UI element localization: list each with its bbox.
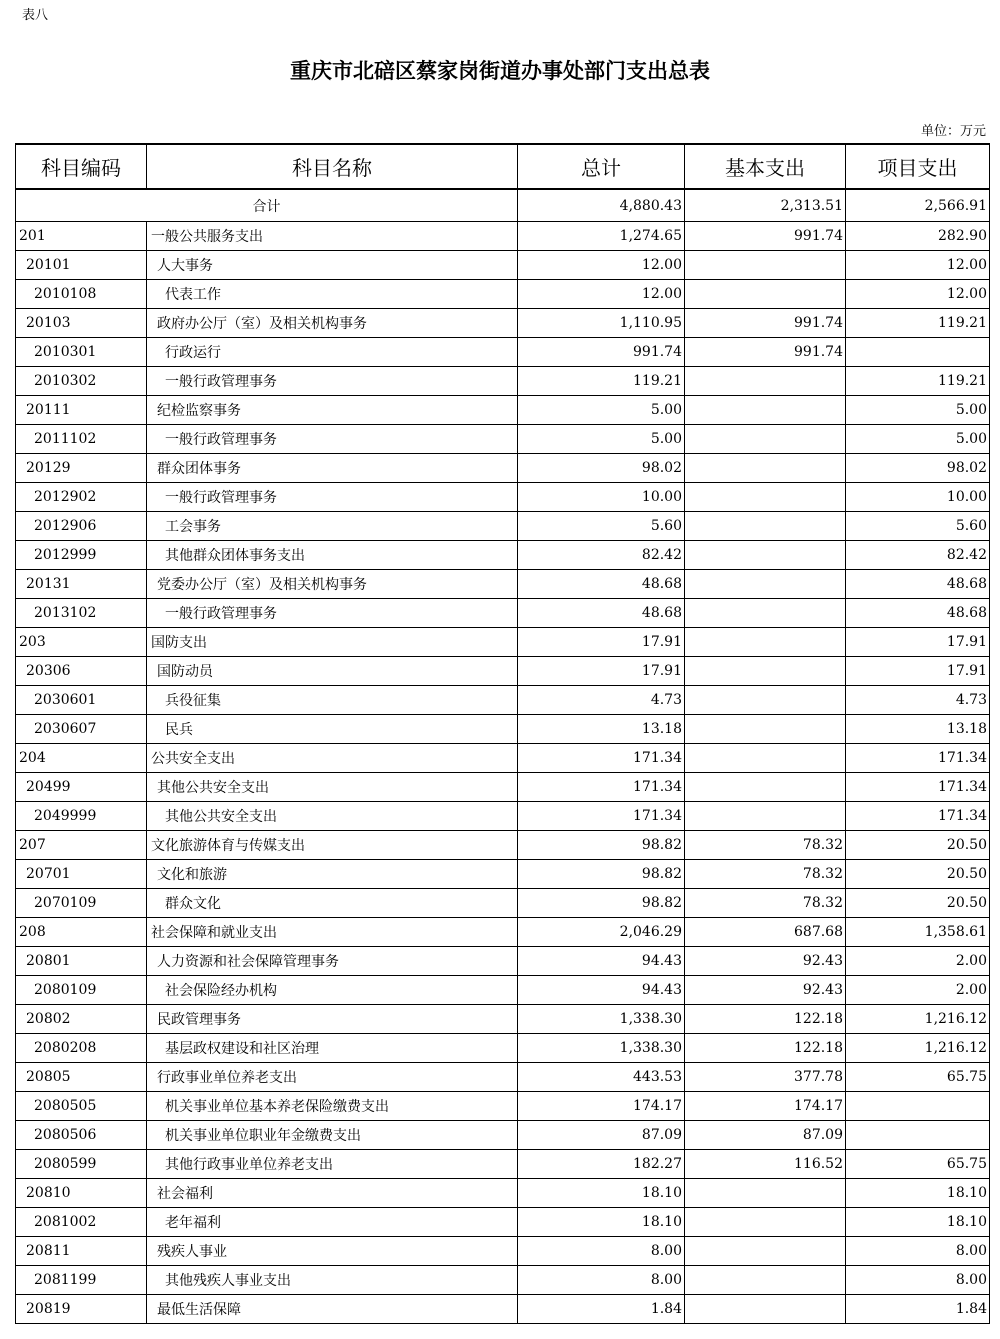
row-total-cell: 1.84 [518, 1295, 685, 1324]
row-project-cell: 82.42 [846, 541, 990, 570]
row-total-cell: 98.82 [518, 860, 685, 889]
row-name-cell: 政府办公厅（室）及相关机构事务 [147, 309, 518, 338]
table-row [16, 483, 990, 512]
row-project-cell: 1,358.61 [846, 918, 990, 947]
row-basic-cell: 377.78 [685, 1063, 846, 1092]
row-name-cell: 文化旅游体育与传媒支出 [147, 831, 518, 860]
row-total-cell: 1,110.95 [518, 309, 685, 338]
header-total: 总计 [518, 144, 685, 189]
row-code-cell: 20805 [16, 1063, 147, 1092]
row-basic-cell [685, 425, 846, 454]
row-total-cell: 5.00 [518, 396, 685, 425]
row-basic-cell [685, 686, 846, 715]
row-basic-cell [685, 570, 846, 599]
table-row [16, 280, 990, 309]
row-name-cell: 人大事务 [147, 251, 518, 280]
row-name-cell: 代表工作 [147, 280, 518, 309]
row-project-cell: 8.00 [846, 1266, 990, 1295]
row-name-cell: 人力资源和社会保障管理事务 [147, 947, 518, 976]
row-project-cell: 48.68 [846, 570, 990, 599]
row-project-cell: 119.21 [846, 367, 990, 396]
row-name-cell: 纪检监察事务 [147, 396, 518, 425]
row-project-cell [846, 338, 990, 367]
table-row [16, 367, 990, 396]
row-name-cell: 党委办公厅（室）及相关机构事务 [147, 570, 518, 599]
table-row [16, 425, 990, 454]
row-basic-cell: 78.32 [685, 889, 846, 918]
table-row [16, 860, 990, 889]
row-code-cell: 20306 [16, 657, 147, 686]
row-code-cell: 20811 [16, 1237, 147, 1266]
row-project-cell: 1,216.12 [846, 1005, 990, 1034]
row-code-cell: 2070109 [16, 889, 147, 918]
row-basic-cell: 122.18 [685, 1034, 846, 1063]
header-basic: 基本支出 [685, 144, 846, 189]
row-total-cell: 119.21 [518, 367, 685, 396]
header-code: 科目编码 [16, 144, 147, 189]
table-row [16, 1295, 990, 1324]
row-project-cell [846, 1121, 990, 1150]
row-total-cell: 8.00 [518, 1266, 685, 1295]
table-row [16, 599, 990, 628]
row-basic-cell [685, 1237, 846, 1266]
row-total-cell: 171.34 [518, 773, 685, 802]
row-basic-cell [685, 541, 846, 570]
row-code-cell: 2080109 [16, 976, 147, 1005]
page-title: 重庆市北碚区蔡家岗街道办事处部门支出总表 [290, 59, 710, 83]
row-name-cell: 文化和旅游 [147, 860, 518, 889]
row-total-cell: 1,338.30 [518, 1034, 685, 1063]
row-project-cell: 1,216.12 [846, 1034, 990, 1063]
row-project-cell: 98.02 [846, 454, 990, 483]
row-total-cell: 2,046.29 [518, 918, 685, 947]
row-name-cell: 社会保障和就业支出 [147, 918, 518, 947]
row-project-cell: 282.90 [846, 222, 990, 251]
row-name-cell: 工会事务 [147, 512, 518, 541]
row-project-cell: 1.84 [846, 1295, 990, 1324]
row-basic-cell [685, 251, 846, 280]
total-row [16, 189, 990, 222]
row-code-cell: 2081002 [16, 1208, 147, 1237]
row-project-cell: 18.10 [846, 1179, 990, 1208]
row-project-cell: 48.68 [846, 599, 990, 628]
row-name-cell: 民兵 [147, 715, 518, 744]
row-name-cell: 一般行政管理事务 [147, 367, 518, 396]
row-name-cell: 最低生活保障 [147, 1295, 518, 1324]
unit-label: 单位：万元 [920, 124, 986, 139]
row-code-cell: 2013102 [16, 599, 147, 628]
table-row [16, 1179, 990, 1208]
table-row [16, 773, 990, 802]
row-project-cell: 2.00 [846, 947, 990, 976]
row-code-cell: 204 [16, 744, 147, 773]
row-code-cell: 2011102 [16, 425, 147, 454]
table-row [16, 1034, 990, 1063]
row-name-cell: 行政事业单位养老支出 [147, 1063, 518, 1092]
row-total-cell: 94.43 [518, 976, 685, 1005]
row-total-cell: 82.42 [518, 541, 685, 570]
table-row [16, 541, 990, 570]
row-project-cell: 5.00 [846, 396, 990, 425]
row-total-cell: 174.17 [518, 1092, 685, 1121]
row-project-cell: 13.18 [846, 715, 990, 744]
row-total-cell: 18.10 [518, 1179, 685, 1208]
row-total-cell: 182.27 [518, 1150, 685, 1179]
header-row [16, 144, 990, 189]
row-code-cell: 2081199 [16, 1266, 147, 1295]
row-code-cell: 20499 [16, 773, 147, 802]
row-basic-cell: 78.32 [685, 831, 846, 860]
row-basic-cell [685, 599, 846, 628]
row-basic-cell [685, 512, 846, 541]
row-name-cell: 老年福利 [147, 1208, 518, 1237]
row-name-cell: 一般公共服务支出 [147, 222, 518, 251]
row-code-cell: 2012902 [16, 483, 147, 512]
row-total-cell: 5.60 [518, 512, 685, 541]
row-name-cell: 国防动员 [147, 657, 518, 686]
row-project-cell: 17.91 [846, 628, 990, 657]
row-basic-cell [685, 773, 846, 802]
row-name-cell: 一般行政管理事务 [147, 599, 518, 628]
row-total-cell: 98.02 [518, 454, 685, 483]
table-row [16, 1121, 990, 1150]
row-project-cell: 171.34 [846, 773, 990, 802]
row-project-cell: 65.75 [846, 1150, 990, 1179]
row-basic-cell [685, 396, 846, 425]
table-row [16, 338, 990, 367]
row-project-cell: 12.00 [846, 280, 990, 309]
row-total-cell: 8.00 [518, 1237, 685, 1266]
row-name-cell: 社会保险经办机构 [147, 976, 518, 1005]
row-name-cell: 基层政权建设和社区治理 [147, 1034, 518, 1063]
table-row [16, 396, 990, 425]
table-row [16, 1266, 990, 1295]
table-row [16, 744, 990, 773]
row-basic-cell: 122.18 [685, 1005, 846, 1034]
total-total: 4,880.43 [518, 189, 685, 222]
row-name-cell: 国防支出 [147, 628, 518, 657]
table-row [16, 1208, 990, 1237]
row-name-cell: 一般行政管理事务 [147, 425, 518, 454]
row-total-cell: 12.00 [518, 251, 685, 280]
row-basic-cell [685, 628, 846, 657]
row-project-cell: 20.50 [846, 831, 990, 860]
row-code-cell: 2030607 [16, 715, 147, 744]
row-code-cell: 20129 [16, 454, 147, 483]
row-total-cell: 87.09 [518, 1121, 685, 1150]
row-code-cell: 2080506 [16, 1121, 147, 1150]
row-code-cell: 20701 [16, 860, 147, 889]
row-project-cell: 10.00 [846, 483, 990, 512]
row-basic-cell: 991.74 [685, 309, 846, 338]
row-code-cell: 203 [16, 628, 147, 657]
row-name-cell: 其他公共安全支出 [147, 773, 518, 802]
row-project-cell: 12.00 [846, 251, 990, 280]
table-row [16, 918, 990, 947]
row-basic-cell [685, 280, 846, 309]
row-code-cell: 2080599 [16, 1150, 147, 1179]
row-basic-cell [685, 1295, 846, 1324]
table-row [16, 947, 990, 976]
row-name-cell: 群众团体事务 [147, 454, 518, 483]
row-basic-cell [685, 657, 846, 686]
row-basic-cell: 92.43 [685, 976, 846, 1005]
row-name-cell: 行政运行 [147, 338, 518, 367]
row-basic-cell [685, 802, 846, 831]
row-basic-cell: 116.52 [685, 1150, 846, 1179]
row-basic-cell: 92.43 [685, 947, 846, 976]
table-tag: 表八 [22, 8, 49, 23]
row-project-cell: 18.10 [846, 1208, 990, 1237]
row-project-cell: 8.00 [846, 1237, 990, 1266]
row-basic-cell: 78.32 [685, 860, 846, 889]
row-basic-cell [685, 483, 846, 512]
row-total-cell: 991.74 [518, 338, 685, 367]
row-project-cell: 5.00 [846, 425, 990, 454]
row-project-cell: 171.34 [846, 744, 990, 773]
table-row [16, 512, 990, 541]
row-code-cell: 2010108 [16, 280, 147, 309]
row-project-cell: 17.91 [846, 657, 990, 686]
row-name-cell: 其他行政事业单位养老支出 [147, 1150, 518, 1179]
row-total-cell: 98.82 [518, 831, 685, 860]
table-row [16, 686, 990, 715]
header-name: 科目名称 [147, 144, 518, 189]
table-row [16, 309, 990, 338]
row-basic-cell [685, 367, 846, 396]
row-total-cell: 171.34 [518, 802, 685, 831]
row-project-cell: 119.21 [846, 309, 990, 338]
row-project-cell [846, 1092, 990, 1121]
row-total-cell: 443.53 [518, 1063, 685, 1092]
table-row [16, 222, 990, 251]
row-basic-cell [685, 1266, 846, 1295]
row-total-cell: 5.00 [518, 425, 685, 454]
row-project-cell: 20.50 [846, 860, 990, 889]
row-code-cell: 201 [16, 222, 147, 251]
row-code-cell: 20810 [16, 1179, 147, 1208]
total-project: 2,566.91 [846, 189, 990, 222]
row-total-cell: 48.68 [518, 570, 685, 599]
row-code-cell: 2080208 [16, 1034, 147, 1063]
total-basic: 2,313.51 [685, 189, 846, 222]
row-project-cell: 65.75 [846, 1063, 990, 1092]
row-code-cell: 2049999 [16, 802, 147, 831]
row-code-cell: 2012906 [16, 512, 147, 541]
row-basic-cell [685, 1179, 846, 1208]
row-code-cell: 2010301 [16, 338, 147, 367]
row-total-cell: 98.82 [518, 889, 685, 918]
row-basic-cell: 87.09 [685, 1121, 846, 1150]
row-code-cell: 20802 [16, 1005, 147, 1034]
row-total-cell: 94.43 [518, 947, 685, 976]
row-name-cell: 公共安全支出 [147, 744, 518, 773]
row-code-cell: 208 [16, 918, 147, 947]
row-basic-cell [685, 715, 846, 744]
row-basic-cell: 991.74 [685, 222, 846, 251]
row-name-cell: 社会福利 [147, 1179, 518, 1208]
row-name-cell: 其他群众团体事务支出 [147, 541, 518, 570]
row-total-cell: 10.00 [518, 483, 685, 512]
row-total-cell: 12.00 [518, 280, 685, 309]
row-name-cell: 其他公共安全支出 [147, 802, 518, 831]
table-row [16, 1092, 990, 1121]
row-project-cell: 5.60 [846, 512, 990, 541]
row-name-cell: 一般行政管理事务 [147, 483, 518, 512]
row-total-cell: 4.73 [518, 686, 685, 715]
table-row [16, 454, 990, 483]
row-project-cell: 2.00 [846, 976, 990, 1005]
table-row [16, 657, 990, 686]
row-total-cell: 18.10 [518, 1208, 685, 1237]
row-basic-cell: 174.17 [685, 1092, 846, 1121]
row-name-cell: 机关事业单位基本养老保险缴费支出 [147, 1092, 518, 1121]
total-label: 合计 [16, 189, 518, 222]
table-row [16, 976, 990, 1005]
row-code-cell: 207 [16, 831, 147, 860]
row-project-cell: 171.34 [846, 802, 990, 831]
table-row [16, 1150, 990, 1179]
row-code-cell: 20101 [16, 251, 147, 280]
table-row [16, 715, 990, 744]
row-name-cell: 民政管理事务 [147, 1005, 518, 1034]
row-code-cell: 2010302 [16, 367, 147, 396]
row-name-cell: 残疾人事业 [147, 1237, 518, 1266]
row-total-cell: 17.91 [518, 657, 685, 686]
row-basic-cell [685, 1208, 846, 1237]
table-row [16, 251, 990, 280]
row-basic-cell: 687.68 [685, 918, 846, 947]
row-name-cell: 群众文化 [147, 889, 518, 918]
row-code-cell: 20131 [16, 570, 147, 599]
header-project: 项目支出 [846, 144, 990, 189]
row-basic-cell [685, 744, 846, 773]
row-project-cell: 4.73 [846, 686, 990, 715]
expenditure-table [15, 143, 990, 1324]
row-code-cell: 2012999 [16, 541, 147, 570]
row-basic-cell [685, 454, 846, 483]
table-row [16, 1005, 990, 1034]
table-row [16, 570, 990, 599]
row-code-cell: 2080505 [16, 1092, 147, 1121]
table-row [16, 831, 990, 860]
row-total-cell: 48.68 [518, 599, 685, 628]
row-basic-cell: 991.74 [685, 338, 846, 367]
table-row [16, 802, 990, 831]
table-row [16, 628, 990, 657]
row-code-cell: 20111 [16, 396, 147, 425]
table-row [16, 889, 990, 918]
row-code-cell: 20103 [16, 309, 147, 338]
row-code-cell: 20819 [16, 1295, 147, 1324]
row-total-cell: 171.34 [518, 744, 685, 773]
row-total-cell: 1,274.65 [518, 222, 685, 251]
row-total-cell: 13.18 [518, 715, 685, 744]
row-name-cell: 机关事业单位职业年金缴费支出 [147, 1121, 518, 1150]
row-code-cell: 20801 [16, 947, 147, 976]
row-name-cell: 兵役征集 [147, 686, 518, 715]
table-row [16, 1063, 990, 1092]
row-total-cell: 1,338.30 [518, 1005, 685, 1034]
table-row [16, 1237, 990, 1266]
row-code-cell: 2030601 [16, 686, 147, 715]
row-name-cell: 其他残疾人事业支出 [147, 1266, 518, 1295]
row-total-cell: 17.91 [518, 628, 685, 657]
row-project-cell: 20.50 [846, 889, 990, 918]
